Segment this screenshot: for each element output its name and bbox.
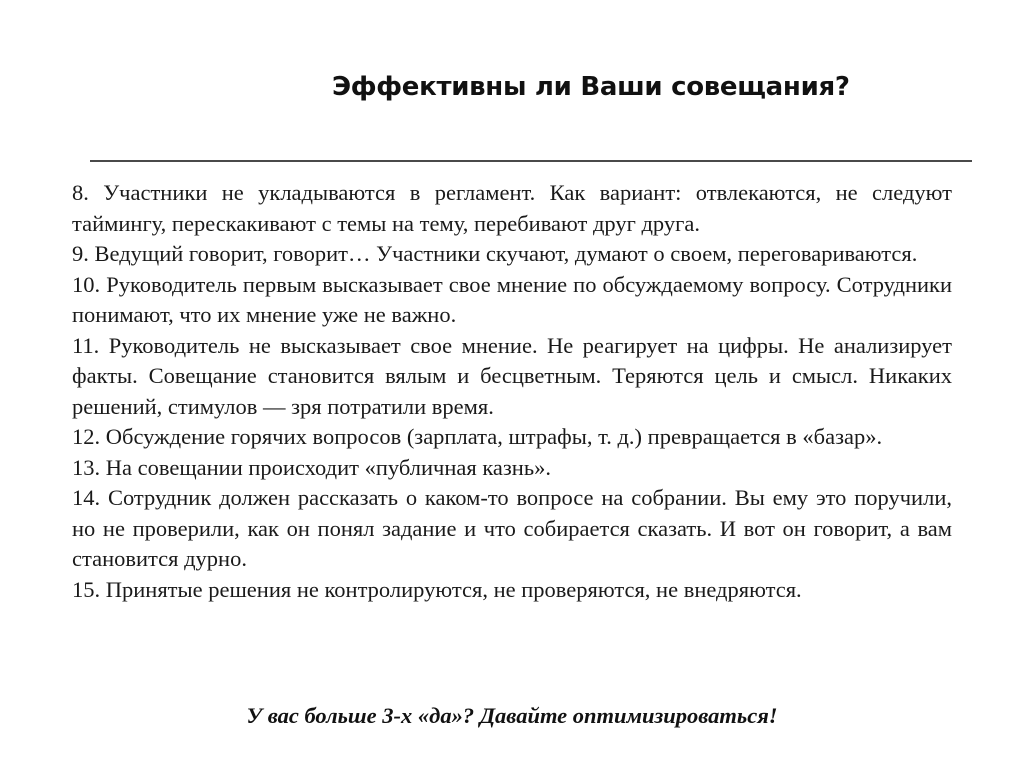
list-item-9: 9. Ведущий говорит, говорит… Участники скучают, думают о своем, переговариваются.	[72, 241, 918, 266]
list-item-10: 10. Руководитель первым высказывает свое мнение по обсуждаемому вопросу. Сотрудники понимают, что их мнение уже не важно.	[72, 271, 952, 327]
slide-title: Эффективны ли Ваши совещания?	[332, 72, 850, 102]
title-divider	[90, 160, 972, 162]
list-item-13: 13. На совещании происходит «публичная казнь».	[72, 454, 551, 480]
list-item-8: 8. Участники не укладываются в регламент. Как вариант: отвлекаются, не следуют таймингу, перескакивают с темы на тему, перебивают друг друга.	[72, 180, 952, 236]
list-item-12: 12. Обсуждение горячих вопросов (зарплата, штрафы, т. д.) превращается в «базар».	[72, 424, 883, 449]
conclusion-text: У вас больше 3-х «да»? Давайте оптимизироваться!	[246, 703, 778, 728]
list-item-15: 15. Принятые решения не контролируются, не проверяются, не внедряются.	[72, 576, 802, 602]
problem-list	[72, 178, 952, 605]
list-item-14: 14. Сотрудник должен рассказать о каком-то вопросе на собрании. Вы ему это поручили, но не проверили, как он понял задание и что собирается сказать. И вот он говорит, а вам становится дурно.	[72, 485, 952, 571]
list-item-11: 11. Руководитель не высказывает свое мнение. Не реагирует на цифры. Не анализирует факты. Совещание становится вялым и бесцветным. Теряются цель и смысл. Никаких решений, стимулов — зря потратили время.	[72, 332, 952, 419]
